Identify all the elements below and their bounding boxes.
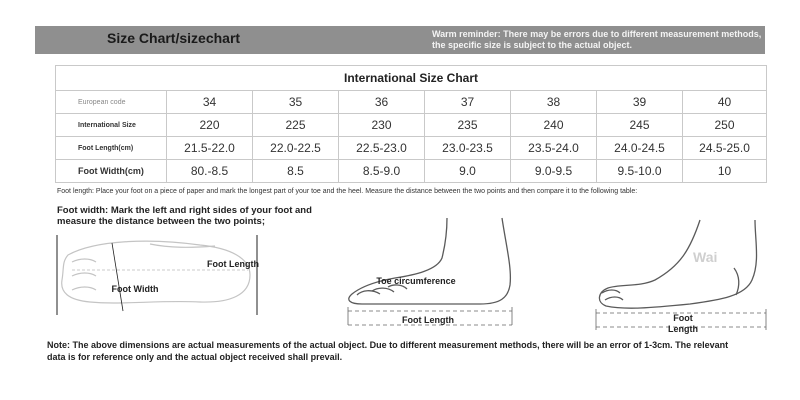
- table-cell: 8.5-9.0: [339, 160, 425, 183]
- foot-side-view: [348, 218, 512, 325]
- foot-length-instruction: Foot length: Place your foot on a piece of paper and mark the longest part of your toe and the heel. Measure the distance between the two points and then compare it to the following table:: [57, 188, 638, 195]
- page-title: Size Chart/sizechart: [107, 30, 241, 46]
- table-cell: 9.0-9.5: [511, 160, 597, 183]
- table-cell: 21.5-22.0: [167, 137, 253, 160]
- table-cell: 225: [253, 114, 339, 137]
- table-cell: 40: [683, 91, 767, 114]
- table-cell: 80.-8.5: [167, 160, 253, 183]
- row-label: International Size: [56, 114, 167, 137]
- row-label: Foot Length(cm): [56, 137, 167, 160]
- table-cell: 36: [339, 91, 425, 114]
- foot-width-label: Foot Width: [111, 284, 159, 294]
- table-cell: 220: [167, 114, 253, 137]
- table-cell: 22.0-22.5: [253, 137, 339, 160]
- table-cell: 250: [683, 114, 767, 137]
- table-cell: 245: [597, 114, 683, 137]
- table-cell: 39: [597, 91, 683, 114]
- table-cell: 23.0-23.5: [425, 137, 511, 160]
- foot-outline-top-view: [57, 235, 257, 315]
- table-cell: 35: [253, 91, 339, 114]
- table-title: International Size Chart: [56, 66, 767, 91]
- table-cell: 37: [425, 91, 511, 114]
- table-cell: 9.0: [425, 160, 511, 183]
- table-cell: 240: [511, 114, 597, 137]
- row-label: European code: [56, 91, 167, 114]
- watermark: Wai: [693, 249, 718, 265]
- toe-circumference-label: Toe circumference: [376, 276, 456, 286]
- foot-length-label-1: Foot Length: [207, 259, 259, 269]
- table-cell: 24.5-25.0: [683, 137, 767, 160]
- table-cell: 10: [683, 160, 767, 183]
- foot-length-label-3: Foot Length: [668, 313, 698, 334]
- table-cell: 235: [425, 114, 511, 137]
- table-cell: 8.5: [253, 160, 339, 183]
- table-cell: 23.5-24.0: [511, 137, 597, 160]
- table-cell: 230: [339, 114, 425, 137]
- table-cell: 38: [511, 91, 597, 114]
- table-cell: 22.5-23.0: [339, 137, 425, 160]
- warm-reminder: Warm reminder: There may be errors due to different measurement methods, the specific size is subject to the actual object.: [432, 29, 762, 50]
- table-cell: 24.0-24.5: [597, 137, 683, 160]
- table-cell: 9.5-10.0: [597, 160, 683, 183]
- foot-width-instruction: Foot width: Mark the left and right sides of your foot and measure the distance between the two points;: [57, 205, 312, 227]
- foot-length-label-2: Foot Length: [402, 315, 454, 325]
- footer-note: Note: The above dimensions are actual measurements of the actual object. Due to different measurement methods, there will be an error of 1-3cm. The relevant data is for reference only and the actual object received shall prevail.: [47, 340, 729, 362]
- row-label: Foot Width(cm): [56, 160, 167, 183]
- table-cell: 34: [167, 91, 253, 114]
